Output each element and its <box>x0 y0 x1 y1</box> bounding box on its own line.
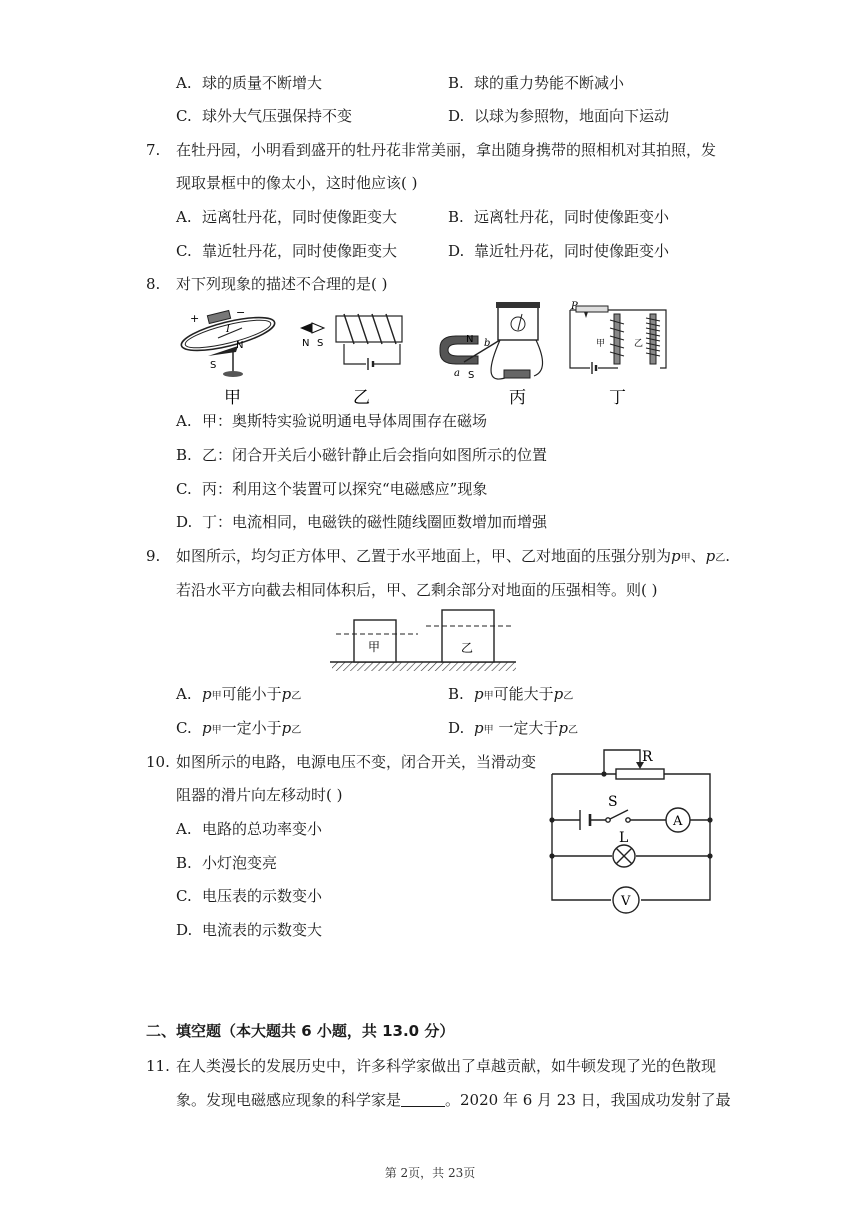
yi-label: 乙 <box>634 339 644 349</box>
option-text: 靠近牡丹花，同时使像距变小 <box>474 242 670 260</box>
option-text: 丙：利用这个装置可以探究“电磁感应”现象 <box>202 480 488 498</box>
n-label: N <box>236 340 244 351</box>
figure-bing <box>440 302 543 408</box>
option-key: A. <box>176 412 192 430</box>
option-key: D. <box>448 719 465 737</box>
option-relation: 一定小于 <box>221 719 282 737</box>
option-text: 电路的总功率变小 <box>202 820 323 838</box>
option-relation: 可能大于 <box>493 685 554 703</box>
option-text: 球外大气压强保持不变 <box>202 107 353 125</box>
q11-number: 11. <box>146 1057 170 1075</box>
pressure-symbol: p <box>474 685 484 703</box>
q7-option-c <box>176 241 397 261</box>
lamp-label: L <box>619 830 629 846</box>
option-key: C. <box>176 242 192 260</box>
option-key: D. <box>176 921 193 939</box>
period: . <box>725 547 731 565</box>
pressure-sub: 甲 <box>211 691 222 702</box>
q7-stem-line1: 在牡丹园，小明看到盛开的牡丹花非常美丽，拿出随身携带的照相机对其拍照，发 <box>176 141 717 159</box>
pressure-sub: 甲 <box>680 553 691 564</box>
pressure-symbol: p <box>281 685 292 703</box>
figure-ding <box>570 301 666 408</box>
answer-blank[interactable] <box>401 1092 445 1107</box>
q7-stem-line2: 现取景框中的像太小，这时他应该( ) <box>176 174 418 192</box>
option-text: 甲：奥斯特实验说明通电导体周围存在磁场 <box>202 412 488 430</box>
option-key: D. <box>448 242 465 260</box>
option-key: A. <box>176 685 192 703</box>
option-key: A. <box>176 208 192 226</box>
q11-stem-text: 象。发现电磁感应现象的科学家是 <box>176 1091 402 1109</box>
jia-label: 甲 <box>596 339 606 349</box>
cube-yi-label: 乙 <box>461 641 474 655</box>
pressure-sub: 乙 <box>715 553 726 564</box>
q10-option-b <box>176 853 277 873</box>
n-label: N <box>302 338 310 349</box>
q9-option-c <box>176 718 301 741</box>
option-text: 以球为参照物，地面向下运动 <box>474 107 670 125</box>
page-footer: 第 2页，共 23页 <box>384 1166 476 1180</box>
q10-stem-line2: 阻器的滑片向左移动时( ) <box>176 786 343 804</box>
pressure-sub: 乙 <box>291 725 302 736</box>
figure-jia <box>179 306 278 408</box>
plus-label: + <box>190 312 200 325</box>
rheostat-label: R <box>642 749 653 765</box>
p-label: P <box>571 301 578 312</box>
pressure-symbol: p <box>705 547 716 565</box>
q9-option-d <box>448 718 578 741</box>
option-key: D. <box>448 107 465 125</box>
pressure-symbol: p <box>474 719 484 737</box>
option-key: A. <box>176 820 192 838</box>
option-key: B. <box>448 74 464 92</box>
q9-option-b <box>448 684 573 707</box>
n-label: N <box>466 334 474 345</box>
option-relation: 可能小于 <box>221 685 282 703</box>
q10-option-d <box>176 920 322 940</box>
option-key: D. <box>176 513 193 531</box>
s-label: S <box>317 338 324 349</box>
option-relation: 一定大于 <box>493 719 559 737</box>
pressure-sub: 甲 <box>483 725 494 736</box>
figure-yi <box>300 314 402 408</box>
b-label: b <box>484 338 491 349</box>
pressure-symbol: p <box>202 719 212 737</box>
option-key: C. <box>176 887 192 905</box>
q9-stem-text: 如图所示，均匀正方体甲、乙置于水平地面上，甲、乙对地面的压强分别为 <box>176 547 672 565</box>
pressure-symbol: p <box>202 685 212 703</box>
switch-label: S <box>608 794 618 810</box>
a-label: a <box>454 368 460 379</box>
section-title: 二、填空题（本大题共 6 小题，共 13.0 分） <box>146 1022 455 1040</box>
q9-figure <box>328 608 518 674</box>
q9-stem-line1 <box>176 546 730 569</box>
q6-option-b <box>448 73 624 93</box>
voltmeter-label: V <box>621 894 631 909</box>
cube-jia-label: 甲 <box>368 640 381 654</box>
option-key: C. <box>176 719 192 737</box>
q6-option-d <box>448 106 669 126</box>
q7-option-a <box>176 207 397 227</box>
pressure-sub: 乙 <box>291 691 302 702</box>
option-key: B. <box>448 208 464 226</box>
pressure-sub: 甲 <box>211 725 222 736</box>
q11-stem-line1: 在人类漫长的发展历史中，许多科学家做出了卓越贡献，如牛顿发现了光的色散现 <box>176 1057 717 1075</box>
pressure-symbol: p <box>558 719 568 737</box>
q10-option-c <box>176 886 322 906</box>
q10-circuit <box>544 744 720 918</box>
q8-option-b <box>176 445 547 465</box>
minus-label: − <box>236 306 246 319</box>
q6-option-c <box>176 106 352 126</box>
option-text: 球的重力势能不断减小 <box>474 74 625 92</box>
q8-number: 8. <box>146 275 161 293</box>
option-key: C. <box>176 480 192 498</box>
q7-option-b <box>448 207 669 227</box>
q7-option-d <box>448 241 669 261</box>
pressure-symbol: p <box>281 719 292 737</box>
pressure-sub: 乙 <box>568 725 578 736</box>
q8-stem: 对下列现象的描述不合理的是( ) <box>176 275 388 293</box>
q8-option-a <box>176 411 487 431</box>
option-key: C. <box>176 107 192 125</box>
pressure-symbol: p <box>553 685 564 703</box>
q10-stem-line1: 如图所示的电路，电源电压不变，闭合开关，当滑动变 <box>176 753 537 771</box>
q11-stem-line2 <box>176 1090 731 1110</box>
caption-ding: 丁 <box>609 388 626 408</box>
option-text: 远离牡丹花，同时使像距变小 <box>474 208 670 226</box>
ammeter-label: A <box>673 814 683 829</box>
q10-number: 10. <box>146 753 170 771</box>
option-key: A. <box>176 74 192 92</box>
option-text: 小灯泡变亮 <box>202 854 278 872</box>
current-label: I <box>226 324 230 335</box>
q8-figure <box>178 300 678 412</box>
s-label: S <box>468 370 475 381</box>
pressure-sub: 乙 <box>563 691 574 702</box>
pressure-symbol: p <box>671 547 681 565</box>
caption-jia: 甲 <box>224 388 241 408</box>
caption-yi: 乙 <box>353 388 370 408</box>
option-text: 丁：电流相同，电磁铁的磁性随线圈匝数增加而增强 <box>202 513 548 531</box>
option-text: 球的质量不断增大 <box>202 74 323 92</box>
caption-bing: 丙 <box>509 388 526 408</box>
q7-number: 7. <box>146 141 161 159</box>
q6-option-a <box>176 73 322 93</box>
q9-stem-line2: 若沿水平方向截去相同体积后，甲、乙剩余部分对地面的压强相等。则( ) <box>176 581 658 599</box>
option-key: B. <box>448 685 464 703</box>
option-text: 乙：闭合开关后小磁针静止后会指向如图所示的位置 <box>202 446 548 464</box>
option-text: 电压表的示数变小 <box>202 887 323 905</box>
q9-option-a <box>176 684 301 707</box>
q10-option-a <box>176 819 322 839</box>
s-label: S <box>210 360 217 371</box>
q8-option-d <box>176 512 547 532</box>
separator: 、 <box>690 547 706 565</box>
q11-stem-text: 。2020 年 6 月 23 日，我国成功发射了最 <box>445 1091 731 1109</box>
option-text: 靠近牡丹花，同时使像距变大 <box>202 242 398 260</box>
q8-option-c <box>176 479 487 499</box>
q9-number: 9. <box>146 547 161 565</box>
option-key: B. <box>176 854 192 872</box>
option-text: 电流表的示数变大 <box>202 921 323 939</box>
pressure-sub: 甲 <box>483 691 494 702</box>
option-key: B. <box>176 446 192 464</box>
option-text: 远离牡丹花，同时使像距变大 <box>202 208 398 226</box>
